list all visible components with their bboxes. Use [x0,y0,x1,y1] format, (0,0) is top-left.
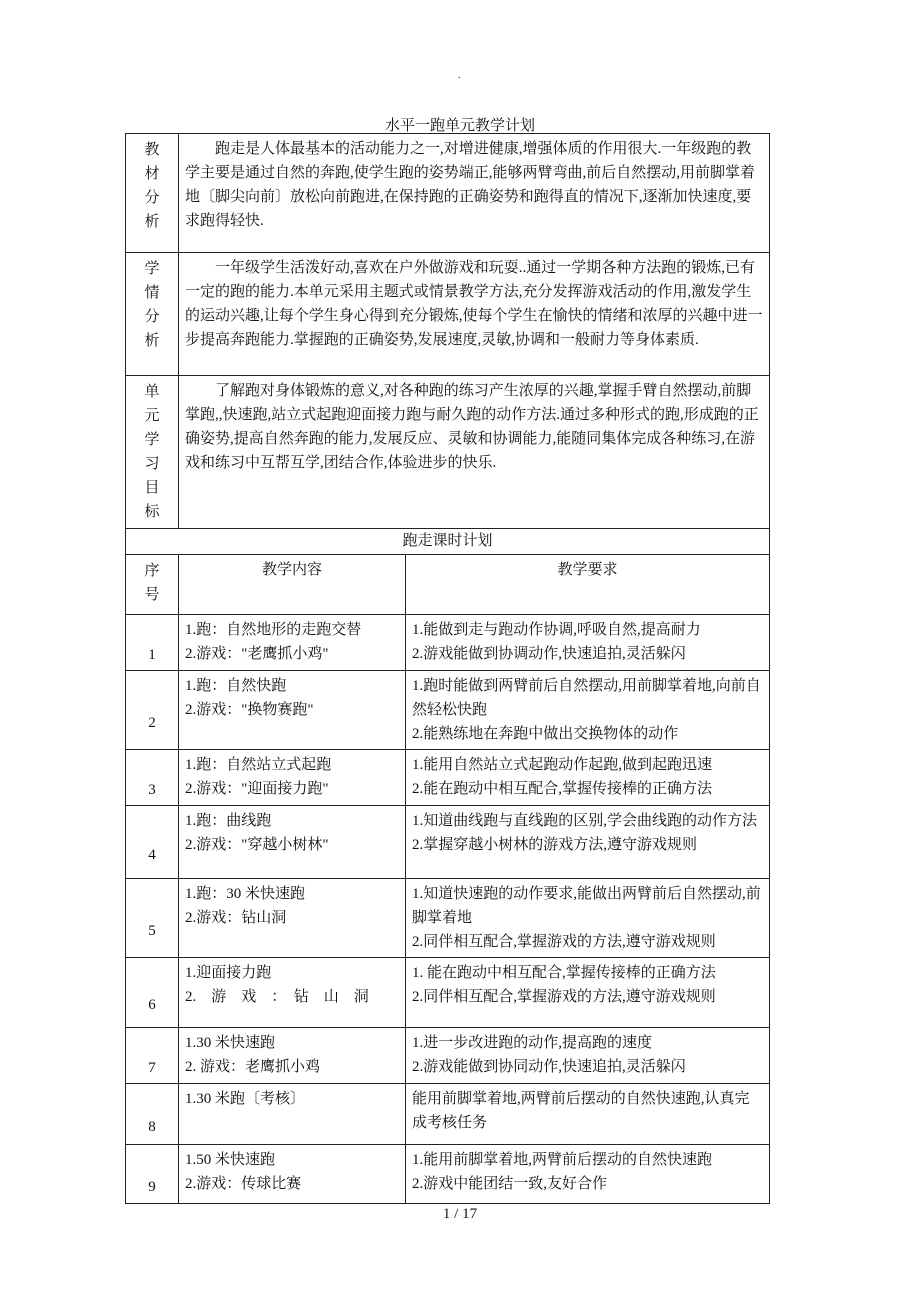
lesson-requirements-line: 2.掌握穿越小树林的游戏方法,遵守游戏规则 [412,837,698,853]
label-char: 元 [144,408,160,424]
lesson-seq: 2 [126,671,179,750]
section-label [126,253,179,376]
section-label [126,376,179,529]
lesson-content-line: 2.游戏："迎面接力跑" [185,781,329,797]
header-requirements: 教学要求 [406,555,770,615]
lesson-content [179,615,406,671]
lesson-requirements-line: 2.同伴相互配合,掌握游戏的方法,遵守游戏规则 [412,989,716,1005]
lesson-content-line: 2. 游 戏 ： 钻 山 洞 [185,989,369,1005]
header-content: 教学内容 [179,555,406,615]
lesson-content-line: 1.30 米快速跑 [185,1035,276,1051]
lesson-row [126,750,770,806]
label-char: 习 [144,456,160,472]
label-char: 学 [144,432,160,448]
section-text: 跑走是人体最基本的活动能力之一,对增进健康,增强体质的作用很大.一年级跑的教学主要是通过自然的奔跑,使学生跑的姿势端正,能够两臂弯曲,前后自然摆动,用前脚掌着地〔脚尖向前〕放松向前跑进,在保持跑的正确姿势和跑得直的情况下,逐渐加快速度,要求跑得轻快. [179,134,770,253]
lesson-content [179,1084,406,1145]
label-char: 学 [144,261,160,277]
lesson-requirements [406,750,770,806]
lesson-content-line: 1.跑：30 米快速跑 [185,886,306,902]
lesson-content [179,879,406,958]
section-label [126,134,179,253]
unit-plan-table [125,133,770,1204]
lesson-seq: 5 [126,879,179,958]
lesson-requirements [406,958,770,1028]
lesson-requirements [406,1145,770,1204]
lesson-content [179,806,406,879]
lesson-row [126,615,770,671]
lesson-content-line: 1.30 米跑〔考核〕 [185,1091,306,1107]
header-seq [126,555,179,615]
section-row-goals [126,376,770,529]
label-char: 号 [144,587,160,603]
lesson-content-line: 1.跑：自然地形的走跑交替 [185,622,362,638]
section-row-students [126,253,770,376]
lesson-requirements-line: 2.同伴相互配合,掌握游戏的方法,遵守游戏规则 [412,934,716,950]
lesson-row [126,1145,770,1204]
lesson-seq: 3 [126,750,179,806]
label-char: 单 [144,384,160,400]
lesson-plan-subtitle-row [126,529,770,555]
label-char: 标 [144,504,160,520]
lesson-requirements-line: 1.进一步改进跑的动作,提高跑的速度 [412,1035,653,1051]
lesson-requirements-line: 2.能在跑动中相互配合,掌握传接棒的正确方法 [412,781,713,797]
lesson-seq: 8 [126,1084,179,1145]
lesson-row [126,671,770,750]
lesson-content [179,671,406,750]
lesson-requirements-line: 2.游戏中能团结一致,友好合作 [412,1176,608,1192]
lesson-requirements-line: 1.能用自然站立式起跑动作起跑,做到起跑迅速 [412,757,713,773]
label-char: 情 [144,285,160,301]
label-char: 分 [144,309,160,325]
label-char: 目 [144,480,160,496]
lesson-content-line: 2.游戏："老鹰抓小鸡" [185,646,329,662]
label-char: 材 [144,166,160,182]
lesson-requirements-line: 2.游戏能做到协调动作,快速追拍,灵活躲闪 [412,646,686,662]
lesson-content [179,1145,406,1204]
lesson-requirements-line: 2.能熟练地在奔跑中做出交换物体的动作 [412,726,679,742]
section-text: 了解跑对身体锻炼的意义,对各种跑的练习产生浓厚的兴趣,掌握手臂自然摆动,前脚掌跑,,快速跑,站立式起跑迎面接力跑与耐久跑的动作方法.通过多种形式的跑,形成跑的正确姿势,提高自然奔跑的能力,发展反应、灵敏和协调能力,能随同集体完成各种练习,在游戏和练习中互帮互学,团结合作,体验进步的快乐. [179,376,770,529]
lesson-row [126,1028,770,1084]
lesson-content [179,750,406,806]
lesson-requirements-line: 1.能做到走与跑动作协调,呼吸自然,提高耐力 [412,622,701,638]
lesson-requirements-line: 能用前脚掌着地,两臂前后摆动的自然快速跑,认真完成考核任务 [412,1091,750,1131]
lesson-requirements [406,615,770,671]
lesson-requirements [406,806,770,879]
lesson-plan-subtitle: 跑走课时计划 [126,529,770,555]
document-title: 水平一跑单元教学计划 [384,118,535,134]
page-number: 1 / 17 [442,1206,478,1222]
lesson-row [126,806,770,879]
lesson-requirements-line: 1.知道曲线跑与直线跑的区别,学会曲线跑的动作方法 [412,813,758,829]
section-row-material [126,134,770,253]
lesson-requirements-line: 1.能用前脚掌着地,两臂前后摆动的自然快速跑 [412,1152,713,1168]
label-char: 析 [144,214,160,230]
lesson-requirements [406,1028,770,1084]
lesson-requirements [406,1084,770,1145]
label-char: 教 [144,142,160,158]
lesson-seq: 4 [126,806,179,879]
lesson-header-row [126,555,770,615]
section-text: 一年级学生活泼好动,喜欢在户外做游戏和玩耍..通过一学期各种方法跑的锻炼,已有一定的跑的能力.本单元采用主题式或情景教学方法,充分发挥游戏活动的作用,激发学生的运动兴趣,让每个学生身心得到充分锻炼,使每个学生在愉快的情绪和浓厚的兴趣中进一步提高奔跑能力.掌握跑的正确姿势,发展速度,灵敏,协调和一般耐力等身体素质. [179,253,770,376]
lesson-seq: 6 [126,958,179,1028]
lesson-row [126,1084,770,1145]
lesson-requirements-line: 2.游戏能做到协同动作,快速追拍,灵活躲闪 [412,1059,686,1075]
label-char: 析 [144,333,160,349]
lesson-content-line: 2. 游戏：老鹰抓小鸡 [185,1059,321,1075]
lesson-seq: 9 [126,1145,179,1204]
lesson-requirements-line: 1.知道快速跑的动作要求,能做出两臂前后自然摆动,前脚掌着地 [412,886,761,926]
lesson-content-line: 2.游戏：钻山洞 [185,910,287,926]
label-char: 序 [144,563,160,579]
lesson-row [126,879,770,958]
lesson-requirements-line: 1. 能在跑动中相互配合,掌握传接棒的正确方法 [412,965,716,981]
lesson-content-line: 1.跑：曲线跑 [185,813,272,829]
lesson-seq: 7 [126,1028,179,1084]
lesson-content-line: 2.游戏："换物赛跑" [185,702,314,718]
lesson-content-line: 1.跑：自然站立式起跑 [185,757,332,773]
lesson-content [179,1028,406,1084]
lesson-row [126,958,770,1028]
lesson-content-line: 2.游戏："穿越小树林" [185,837,329,853]
header-mark: . [458,70,461,81]
lesson-content-line: 1.迎面接力跑 [185,965,272,981]
lesson-content-line: 1.50 米快速跑 [185,1152,276,1168]
lesson-seq: 1 [126,615,179,671]
lesson-content-line: 2.游戏：传球比赛 [185,1176,302,1192]
lesson-requirements-line: 1.跑时能做到两臂前后自然摆动,用前脚掌着地,向前自然轻松快跑 [412,678,761,718]
lesson-requirements [406,879,770,958]
lesson-content [179,958,406,1028]
label-char: 分 [144,190,160,206]
lesson-requirements [406,671,770,750]
lesson-content-line: 1.跑：自然快跑 [185,678,287,694]
